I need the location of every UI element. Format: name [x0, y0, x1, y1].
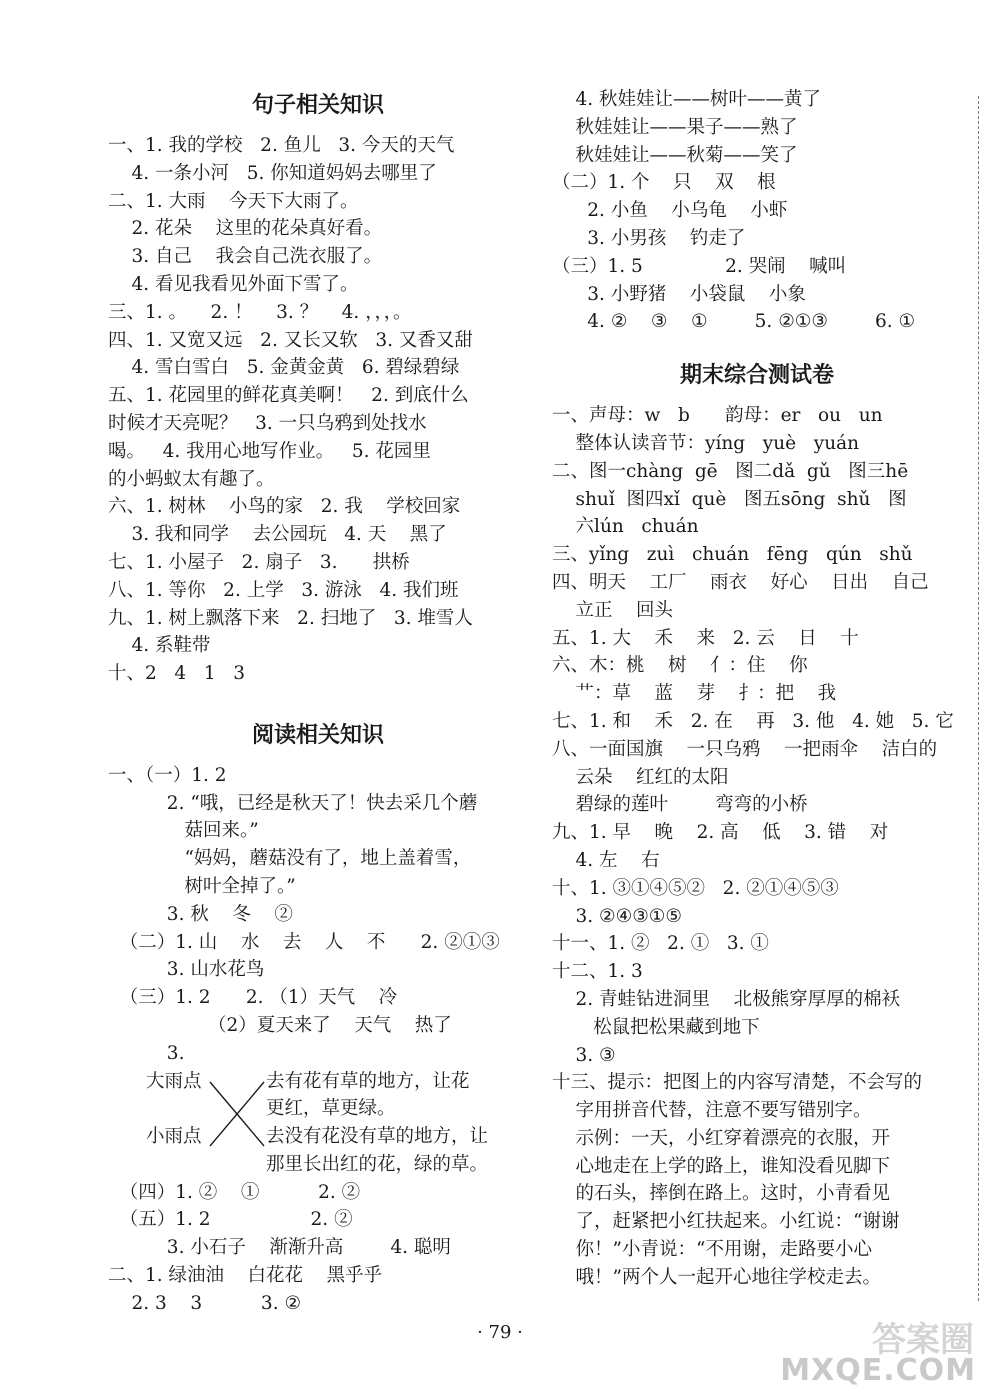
answer-line: 三、1. 。 2. ！ 3. ？ 4. ，，，。	[108, 301, 412, 323]
answer-line: 二、1. 大雨 今天下大雨了。	[108, 190, 359, 212]
answer-line: 3. ③	[552, 1044, 616, 1066]
answer-line: 3. 小石子 渐渐升高 4. 聪明	[108, 1237, 451, 1259]
watermark-logo	[780, 1312, 982, 1392]
reading-answers	[108, 762, 528, 1068]
answer-line: 八、一面国旗 一只乌鸦 一把雨伞 洁白的	[552, 738, 938, 760]
answer-line: 三、yǐng zuì chuán fēng qún shǔ	[552, 544, 913, 566]
watermark-mark: 答案圈	[872, 1320, 974, 1360]
answer-line: 十、1. ③①④⑤② 2. ②①④⑤③	[552, 877, 839, 899]
match-right-bottom-1: 去没有花没有草的地方，让	[266, 1126, 489, 1148]
answer-line: 七、1. 和 禾 2. 在 再 3. 他 4. 她 5. 它	[552, 710, 954, 732]
answer-line: 艹：草 蓝 芽 扌：把 我	[552, 683, 837, 705]
answer-line: 3.	[108, 1042, 185, 1064]
answer-line: 的石头，摔倒在路上。这时，小青看见	[552, 1183, 891, 1205]
section-title-reading: 阅读相关知识	[251, 722, 384, 748]
match-left-bottom: 小雨点	[146, 1125, 202, 1147]
match-left-top: 大雨点	[146, 1070, 202, 1092]
watermark-text: MXQE.COM	[780, 1353, 976, 1388]
cross-lines	[208, 1080, 268, 1160]
answer-line: 秋娃娃让——果子——熟了	[552, 116, 798, 138]
answer-line: 立正 回头	[552, 599, 674, 621]
right-column	[552, 86, 962, 1292]
answer-line: “妈妈，蘑菇没有了，地上盖着雪，	[108, 848, 472, 870]
answer-line: （五）1. 2 2. ②	[108, 1209, 353, 1231]
sentence-answers	[108, 132, 528, 688]
answer-line: 一、（一）1. 2	[108, 764, 227, 786]
answer-line: 云朵 红红的太阳	[552, 766, 729, 788]
answer-line: 3. 山水花鸟	[108, 959, 265, 981]
matching-diagram	[108, 1068, 528, 1179]
final-test-answers	[552, 402, 962, 1292]
answer-line: （三）1. 2 2. （1）天气 冷	[108, 987, 398, 1009]
dashed-divider	[978, 96, 979, 1301]
answer-line: 一、1. 我的学校 2. 鱼儿 3. 今天的天气	[108, 135, 455, 156]
answer-line: 2. 3 3 3. ②	[108, 1292, 302, 1314]
answer-line: 3. 小野猪 小袋鼠 小象	[552, 283, 806, 305]
answer-line: 十二、1. 3	[552, 961, 643, 983]
answer-line: 4. 看见我看见外面下雪了。	[108, 273, 359, 295]
answer-line: 2. 花朵 这里的花朵真好看。	[108, 218, 383, 240]
match-right-top-2: 更红，草更绿。	[266, 1098, 396, 1120]
answer-line: （四）1. ② ① 2. ②	[108, 1181, 361, 1203]
answer-line: 二、图一chàng gē 图二dǎ gǔ 图三hē	[552, 460, 909, 482]
answer-line: 2. 青蛙钻进洞里 北极熊穿厚厚的棉袄	[552, 988, 901, 1010]
answer-line: 菇回来。”	[108, 820, 259, 842]
answer-line: 八、1. 等你 2. 上学 3. 游泳 4. 我们班	[108, 579, 459, 601]
answer-line: 你！”小青说：“不用谢，走路要小心	[552, 1239, 872, 1261]
answer-line: 四、明天 工厂 雨衣 好心 日出 自己	[552, 571, 929, 593]
answer-line: 十三、提示：把图上的内容写清楚，不会写的	[552, 1072, 923, 1094]
answer-line: 3. 我和同学 去公园玩 4. 天 黑了	[108, 524, 447, 546]
answer-line: 九、1. 树上飘落下来 2. 扫地了 3. 堆雪人	[108, 607, 473, 629]
answer-line: 整体认读音节：yíng yuè yuán	[552, 432, 860, 454]
answer-line: 的小蚂蚁太有趣了。	[108, 468, 275, 490]
answer-line: 哦！”两个人一起开心地往学校走去。	[552, 1266, 881, 1288]
answer-line: 4. 左 右	[552, 849, 660, 871]
answer-line: 五、1. 大 禾 来 2. 云 日 十	[552, 627, 859, 649]
answer-line: 2. 小鱼 小乌龟 小虾	[552, 200, 788, 222]
answer-line: 4. 秋娃娃让——树叶——黄了	[552, 89, 822, 110]
answer-line: 碧绿的莲叶 弯弯的小桥	[552, 794, 808, 816]
answer-line: （三）1. 5 2. 哭闹 喊叫	[552, 255, 847, 277]
answer-line: 秋娃娃让——秋菊——笑了	[552, 144, 798, 166]
answer-line: 3. 秋 冬 ②	[108, 903, 293, 925]
answer-line: 字用拼音代替，注意不要写错别字。	[552, 1100, 872, 1122]
section-title-sentence: 句子相关知识	[251, 93, 384, 118]
answer-line: 4. 一条小河 5. 你知道妈妈去哪里了	[108, 162, 437, 184]
answer-line: 3. 自己 我会自己洗衣服了。	[108, 246, 383, 268]
answer-line: （2）夏天来了 天气 热了	[108, 1014, 452, 1036]
answer-line: 喝。 4. 我用心地写作业。 5. 花园里	[108, 440, 431, 462]
section-title-final-test: 期末综合测试卷	[679, 363, 834, 389]
answer-line: 4. 雪白雪白 5. 金黄金黄 6. 碧绿碧绿	[108, 357, 460, 379]
answer-line: 时候才天亮呢？ 3. 一只乌鸦到处找水	[108, 412, 427, 434]
left-column	[108, 86, 528, 1317]
answer-line: 2. “哦，已经是秋天了！快去采几个蘑	[108, 792, 478, 814]
answer-line: shuǐ 图四xǐ què 图五sōng shǔ 图	[552, 488, 907, 510]
answer-line: 3. 小男孩 钓走了	[552, 227, 746, 249]
answer-line: 一、声母：w b 韵母：er ou un	[552, 405, 883, 427]
answer-line: 二、1. 绿油油 白花花 黑乎乎	[108, 1264, 383, 1286]
answer-line: 示例：一天，小红穿着漂亮的衣服，开	[552, 1127, 891, 1149]
answer-line: 4. ② ③ ① 5. ②①③ 6. ①	[552, 311, 916, 333]
answer-line: 四、1. 又宽又远 2. 又长又软 3. 又香又甜	[108, 329, 473, 351]
answer-line: 4. 系鞋带	[108, 635, 211, 657]
reading-answers-right	[552, 86, 962, 336]
answer-line: 九、1. 早 晚 2. 高 低 3. 错 对	[552, 822, 889, 844]
answer-line: 七、1. 小屋子 2. 扇子 3. 拱桥	[108, 551, 410, 573]
match-right-bottom-2: 那里长出红的花，绿的草。	[266, 1153, 489, 1175]
answer-line: 松鼠把松果藏到地下	[552, 1016, 760, 1038]
answer-line: 树叶全掉了。”	[108, 875, 296, 897]
answer-line: 六、1. 树林 小鸟的家 2. 我 学校回家	[108, 496, 461, 518]
answer-line: 3. ②④③①⑤	[552, 905, 682, 927]
answer-line: 了，赶紧把小红扶起来。小红说：“谢谢	[552, 1211, 900, 1233]
reading-answers-continued	[108, 1179, 528, 1318]
answer-line: （二）1. 个 只 双 根	[552, 172, 776, 194]
answer-line: 十、2 4 1 3	[108, 663, 246, 685]
answer-line: （二）1. 山 水 去 人 不 2. ②①③	[108, 931, 500, 953]
answer-line: 五、1. 花园里的鲜花真美啊！ 2. 到底什么	[108, 385, 469, 407]
page-number: · 79 ·	[477, 1322, 523, 1343]
answer-line: 六lún chuán	[552, 516, 699, 538]
answer-line: 心地走在上学的路上，谁知没看见脚下	[552, 1155, 891, 1177]
answer-line: 十一、1. ② 2. ① 3. ①	[552, 933, 769, 955]
match-right-top-1: 去有花有草的地方，让花	[266, 1070, 470, 1092]
answer-line: 六、木：桃 树 亻：住 你	[552, 655, 808, 677]
